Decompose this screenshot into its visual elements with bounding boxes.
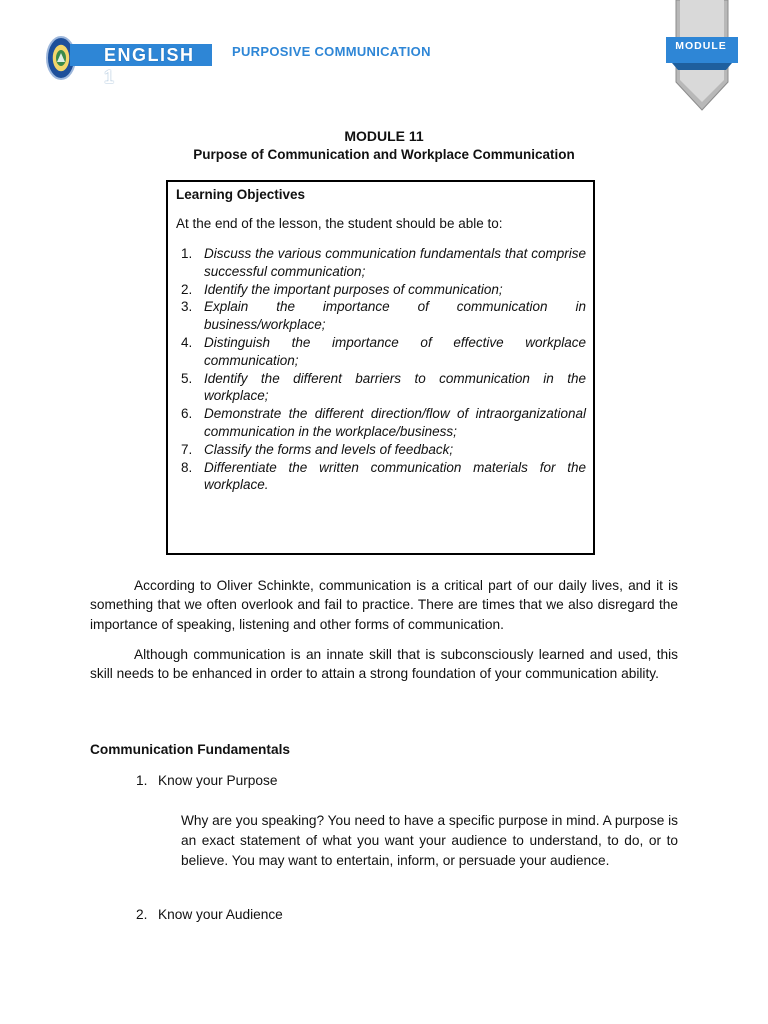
objective-item: 8. Differentiate the written communication materials for the workplace. [181,459,586,493]
module-bookmark-tab [666,0,738,112]
objective-item: 6. Demonstrate the different direction/flow of intraorganizational communication in the workplace/business; [181,406,586,439]
objective-item: 5. Identify the different barriers to communication in the workplace; [181,370,586,404]
course-title: PURPOSIVE COMMUNICATION [232,44,431,59]
objective-item: 4. Distinguish the importance of effective workplace communication; [181,334,586,368]
intro-paragraph-2: Although communication is an innate skill that is subconsciously learned and used, this skill needs to be enhanced in order to attain a strong foundation of your communication ability. [90,647,678,682]
fundamental-item: 1. Know your Purpose [136,773,278,788]
module-subtitle: Purpose of Communication and Workplace Communication [193,147,575,162]
module-tab-label: MODULE [675,40,727,52]
subject-label: ENGLISH 1 [70,44,212,66]
objectives-list [181,245,586,494]
intro-paragraph-1: According to Oliver Schinkte, communication is a critical part of our daily lives, and it is something that we often overlook and fail to practice. There are times that we also disregard the importance of speaking, listening and other forms of communication. [90,578,678,632]
objectives-heading: Learning Objectives [176,187,306,202]
objective-item: 1. Discuss the various communication fundamentals that comprise successful communication; [181,246,586,279]
fundamental-item: 2. Know your Audience [136,907,283,922]
objectives-intro: At the end of the lesson, the student should be able to: [176,216,503,231]
fundamental-description: Why are you speaking? You need to have a specific purpose in mind. A purpose is an exact statement of what you want your audience to understand, to do, or to believe. You may want to entertain, inform, or persuade your audience. [181,813,678,868]
section-heading: Communication Fundamentals [90,742,291,757]
objective-item: 7. Classify the forms and levels of feedback; [181,441,454,457]
objective-item: 3. Explain the importance of communication in business/workplace; [181,299,586,333]
objective-item: 2. Identify the important purposes of communication; [181,281,503,297]
module-number-title: MODULE 11 [344,128,424,144]
